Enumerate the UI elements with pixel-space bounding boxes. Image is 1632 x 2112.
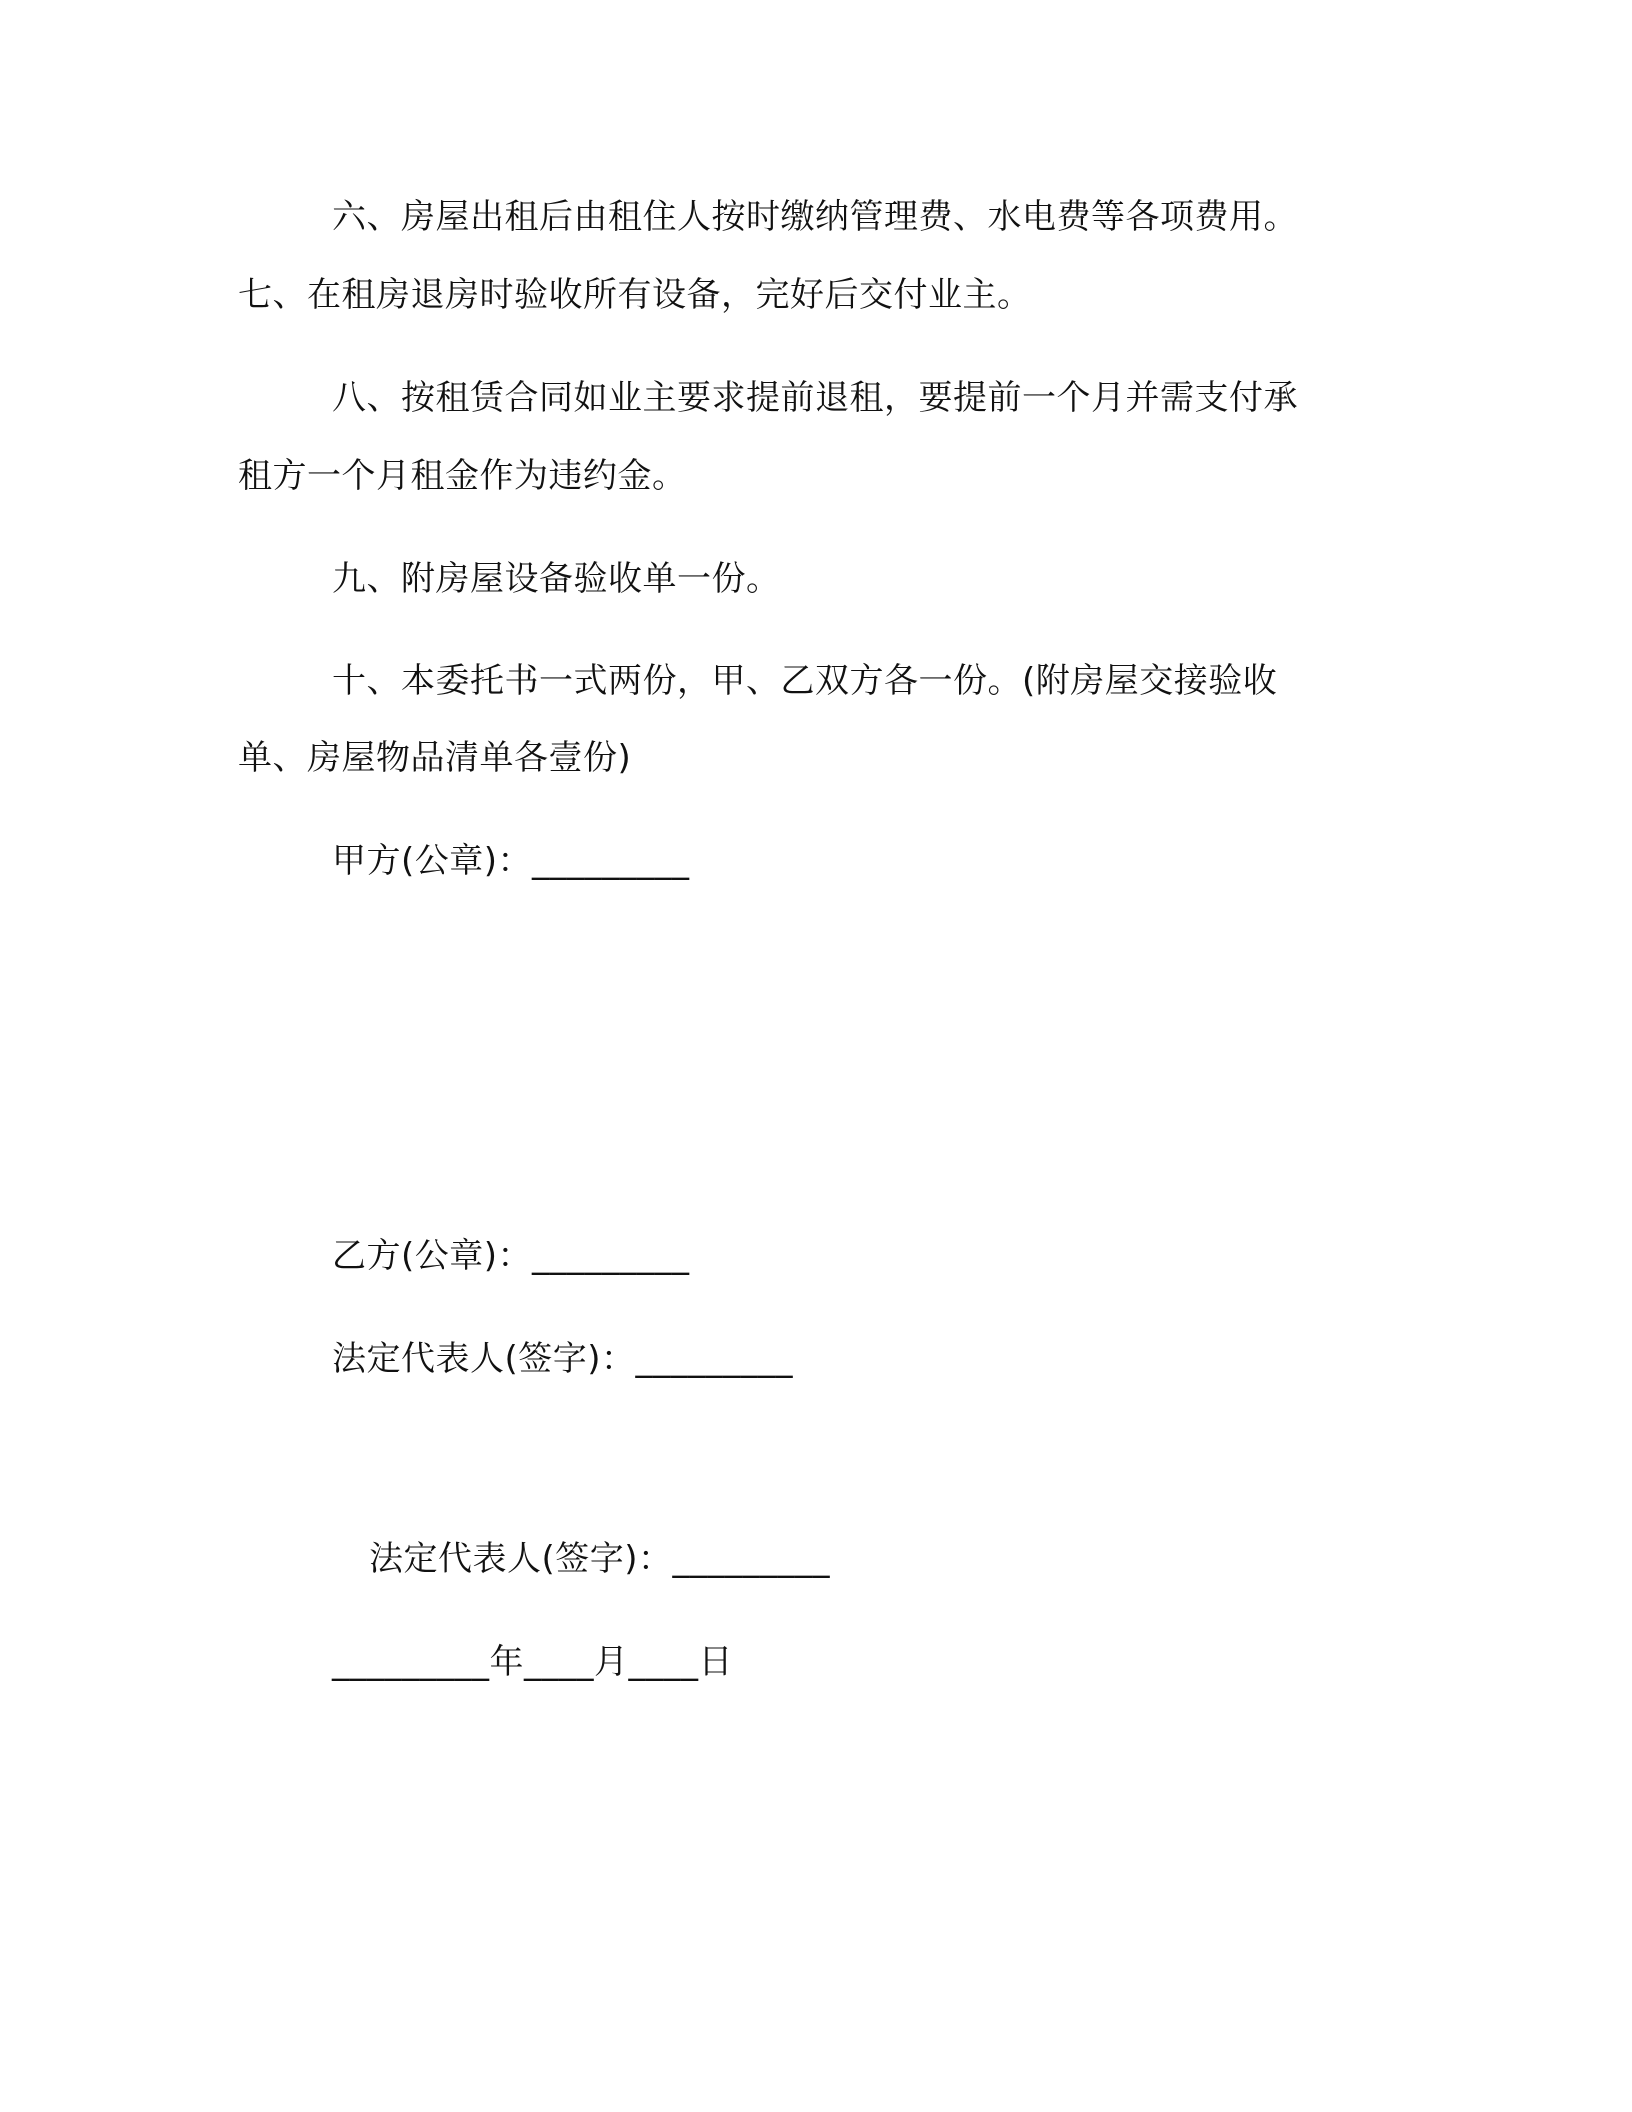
- clause-7: 七、在租房退房时验收所有设备，完好后交付业主。: [238, 275, 1032, 315]
- date-line: _________年____月____日: [332, 1642, 733, 1682]
- party-a-seal: 甲方(公章)：_________: [332, 841, 690, 881]
- clause-6: 六、房屋出租后由租住人按时缴纳管理费、水电费等各项费用。: [332, 197, 1298, 237]
- legal-rep-signature-1: 法定代表人(签字)：_________: [332, 1339, 794, 1379]
- clause-10-line-1: 十、本委托书一式两份，甲、乙双方各一份。(附房屋交接验收: [332, 661, 1278, 701]
- clause-10-line-2: 单、房屋物品清单各壹份): [238, 738, 632, 778]
- party-b-seal: 乙方(公章)：_________: [332, 1236, 690, 1276]
- legal-rep-signature-2: 法定代表人(签字)：_________: [369, 1539, 831, 1579]
- clause-8-line-2: 租方一个月租金作为违约金。: [238, 456, 687, 496]
- clause-8-line-1: 八、按租赁合同如业主要求提前退租，要提前一个月并需支付承: [332, 378, 1298, 418]
- clause-9: 九、附房屋设备验收单一份。: [332, 559, 781, 599]
